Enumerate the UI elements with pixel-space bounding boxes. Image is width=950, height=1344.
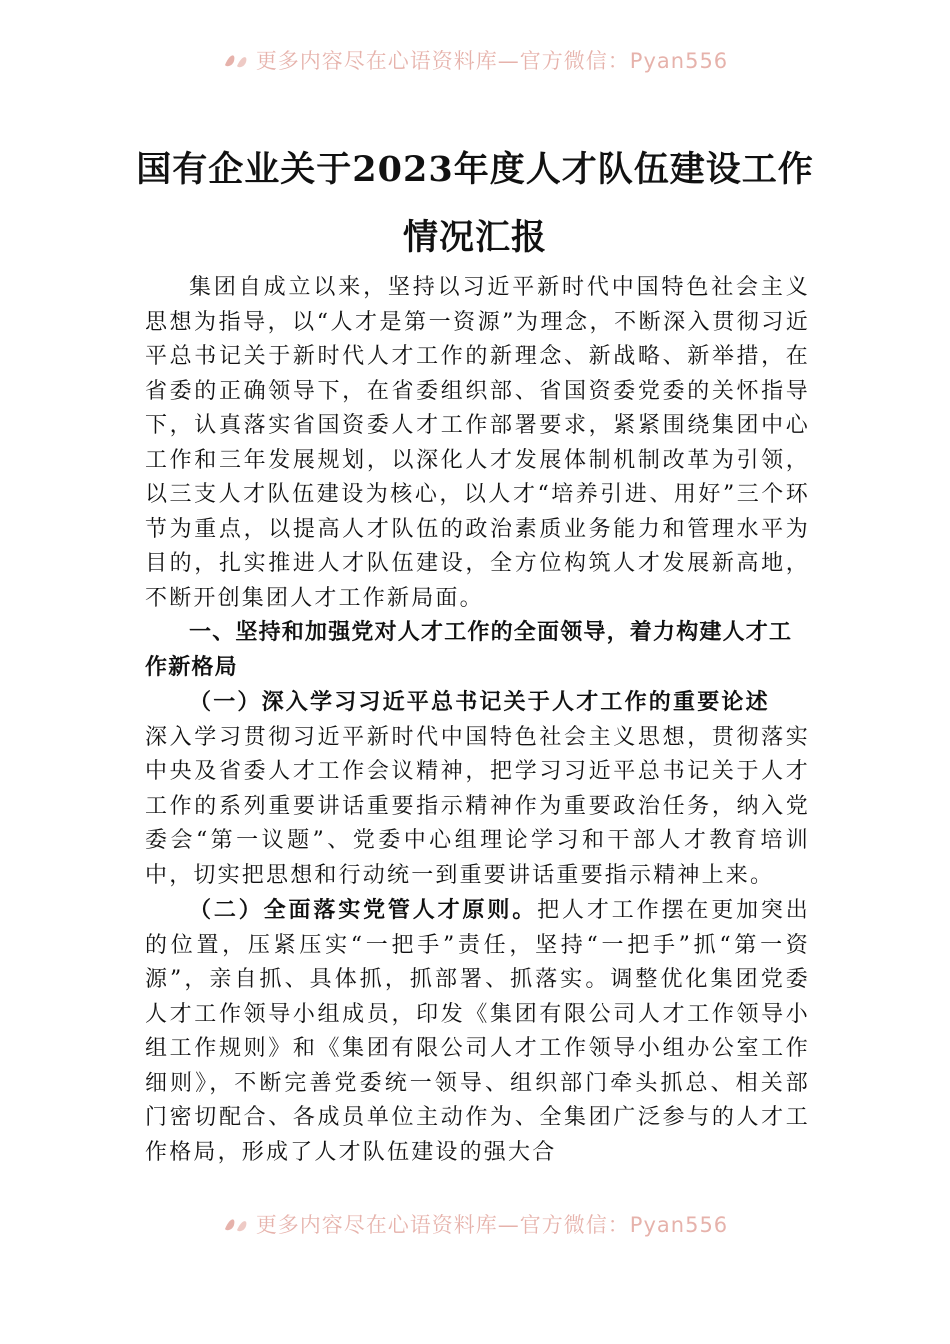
footer-watermark bbox=[0, 1212, 950, 1252]
header-watermark bbox=[0, 48, 950, 88]
subsection-1-lead bbox=[145, 685, 810, 721]
subsection-2-body: 把人才工作摆在更加突出的位置，压紧压实“一把手”责任，坚持“一把手”抓“第一资源”，亲自抓、具体抓，抓部署、抓落实。调整优化集团党委人才工作领导小组成员，印发《集团有限公司人才工作领导小组工作规则》和《集团有限公司人才工作领导小组办公室工作细则》，不断完善党委统一领导、组织部门牵头抓总、相关部门密切配合、各成员单位主动作为、全集团广泛参与的人才工作格局，形成了人才队伍建设的强大合 bbox=[145, 898, 811, 1165]
document-body bbox=[145, 271, 810, 1170]
watermark-logo-icon bbox=[222, 1213, 250, 1235]
watermark-text: 更多内容尽在心语资料库—官方微信：Pyan556 bbox=[255, 1213, 729, 1237]
document-title-line1: 国有企业关于2023年度人才队伍建设工作 bbox=[136, 149, 814, 190]
subsection-1-body: 深入学习贯彻习近平新时代中国特色社会主义思想，贯彻落实中央及省委人才工作会议精神，把学习习近平总书记关于人才工作的系列重要讲话重要指示精神作为重要政治任务，纳入党委会“第一议题”、党委中心组理论学习和干部人才教育培训中，切实把思想和行动统一到重要讲话重要指示精神上来。 bbox=[145, 724, 810, 888]
document-title-line2: 情况汇报 bbox=[402, 217, 547, 258]
subsection-1-title: （一）深入学习习近平总书记关于人才工作的重要论述 bbox=[189, 689, 770, 715]
watermark-text: 更多内容尽在心语资料库—官方微信：Pyan556 bbox=[255, 49, 729, 73]
watermark-logo-icon bbox=[222, 49, 250, 71]
subsection-2-title: （二）全面落实党管人才原则。 bbox=[189, 897, 538, 923]
intro-paragraph: 集团自成立以来，坚持以习近平新时代中国特色社会主义思想为指导，以“人才是第一资源”为理念，不断深入贯彻习近平总书记关于新时代人才工作的新理念、新战略、新举措，在省委的正确领导下，在省委组织部、省国资委党委的关怀指导下，认真落实省国资委人才工作部署要求，紧紧围绕集团中心工作和三年发展规划，以深化人才发展体制机制改革为引领，以三支人才队伍建设为核心，以人才“培养引进、用好”三个环节为重点，以提高人才队伍的政治素质业务能力和管理水平为目的，扎实推进人才队伍建设，全方位构筑人才发展新高地，不断开创集团人才工作新局面。 bbox=[145, 275, 810, 611]
subsection-2-paragraph bbox=[145, 893, 810, 1170]
section-heading-1: 一、坚持和加强党对人才工作的全面领导，着力构建人才工作新格局 bbox=[145, 620, 793, 680]
